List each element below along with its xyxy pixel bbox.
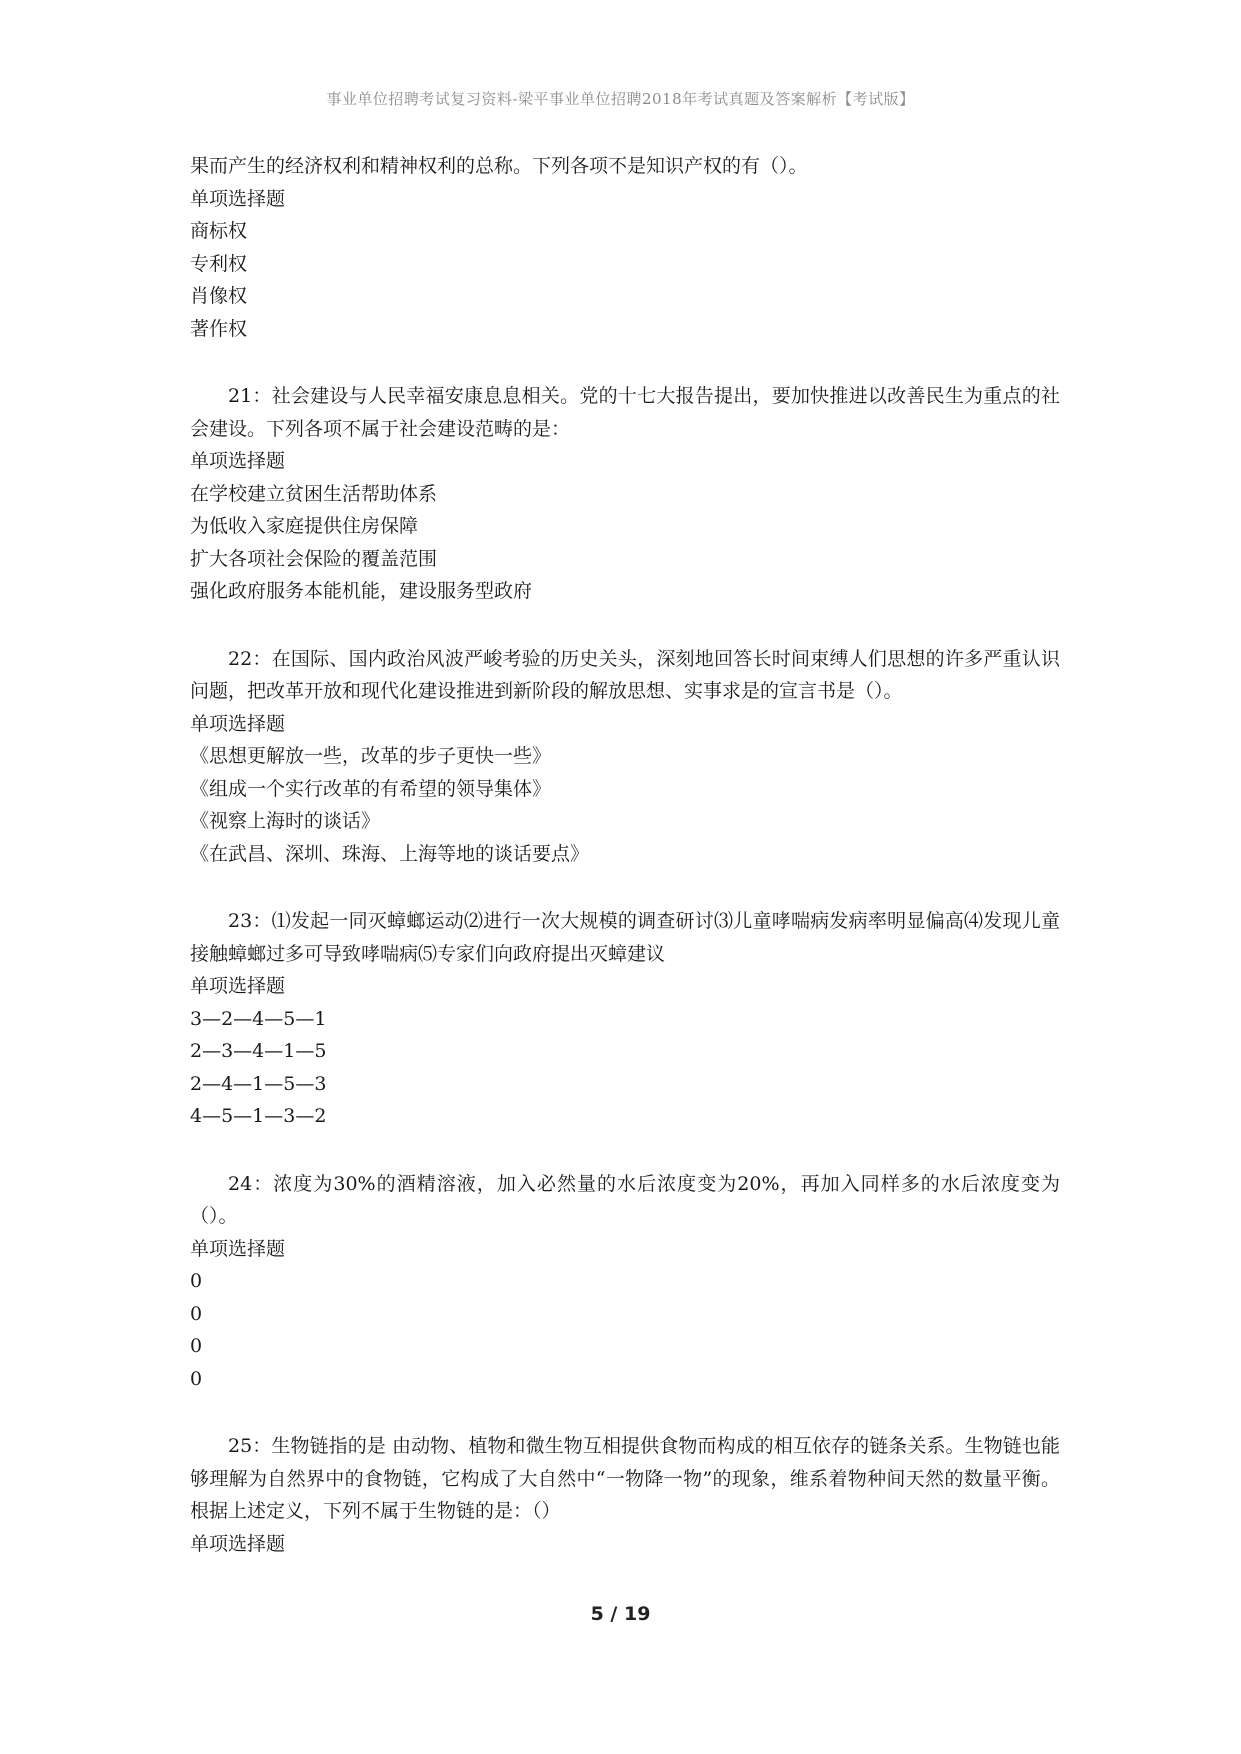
option: 专利权 <box>190 252 248 275</box>
option: 为低收入家庭提供住房保障 <box>190 515 419 537</box>
option: 在学校建立贫困生活帮助体系 <box>190 482 438 505</box>
question-24 <box>190 1168 1060 1396</box>
question-continuation <box>190 150 1060 345</box>
option: 0 <box>190 1335 203 1357</box>
question-text: 果而产生的经济权利和精神权利的总称。下列各项不是知识产权的有（）。 <box>190 155 808 177</box>
option: 0 <box>190 1302 203 1325</box>
question-text: 24：浓度为30%的酒精溶液，加入必然量的水后浓度变为20%，再加入同样多的水后浓度变为（）。 <box>190 1172 1060 1227</box>
option: 2—3—4—1—5 <box>190 1040 327 1062</box>
question-type: 单项选择题 <box>190 187 286 210</box>
option: 0 <box>190 1367 203 1390</box>
question-type: 单项选择题 <box>190 1532 286 1555</box>
option: 强化政府服务本能机能，建设服务型政府 <box>190 580 533 602</box>
option: 0 <box>190 1270 203 1292</box>
option: 《视察上海时的谈话》 <box>190 810 381 832</box>
question-type: 单项选择题 <box>190 712 286 735</box>
question-text: 23：⑴发起一同灭蟑螂运动⑵进行一次大规模的调查研讨⑶儿童哮喘病发病率明显偏高⑷发现儿童接触蟑螂过多可导致哮喘病⑸专家们向政府提出灭蟑建议 <box>190 910 1060 965</box>
question-25 <box>190 1430 1060 1560</box>
option: 商标权 <box>190 220 248 242</box>
question-text: 25：生物链指的是 由动物、植物和微生物互相提供食物而构成的相互依存的链条关系。生物链也能够理解为自然界中的食物链，它构成了大自然中“一物降一物”的现象，维系着物种间天然的数量平衡。根据上述定义，下列不属于生物链的是：（） <box>190 1435 1060 1522</box>
page-header: 事业单位招聘考试复习资料-梁平事业单位招聘2018年考试真题及答案解析【考试版】 <box>326 90 915 108</box>
question-22 <box>190 643 1060 871</box>
question-text: 22：在国际、国内政治风波严峻考验的历史关头，深刻地回答长时间束缚人们思想的许多严重认识问题，把改革开放和现代化建设推进到新阶段的解放思想、实事求是的宣言书是（）。 <box>190 647 1060 702</box>
question-type: 单项选择题 <box>190 975 286 997</box>
option: 扩大各项社会保险的覆盖范围 <box>190 547 438 570</box>
page-number: 5 / 19 <box>590 1603 651 1625</box>
option: 肖像权 <box>190 285 248 307</box>
question-type: 单项选择题 <box>190 450 286 472</box>
document-body <box>190 150 1060 1595</box>
option: 3—2—4—5—1 <box>190 1007 327 1030</box>
question-type: 单项选择题 <box>190 1237 286 1260</box>
option: 2—4—1—5—3 <box>190 1072 327 1095</box>
option: 《在武昌、深圳、珠海、上海等地的谈话要点》 <box>190 842 590 865</box>
question-21 <box>190 380 1060 608</box>
option: 著作权 <box>190 317 248 340</box>
question-text: 21：社会建设与人民幸福安康息息相关。党的十七大报告提出，要加快推进以改善民生为重点的社会建设。下列各项不属于社会建设范畴的是： <box>190 385 1060 440</box>
option: 4—5—1—3—2 <box>190 1105 327 1127</box>
option: 《组成一个实行改革的有希望的领导集体》 <box>190 777 552 800</box>
question-23 <box>190 905 1060 1133</box>
option: 《思想更解放一些，改革的步子更快一些》 <box>190 745 552 767</box>
